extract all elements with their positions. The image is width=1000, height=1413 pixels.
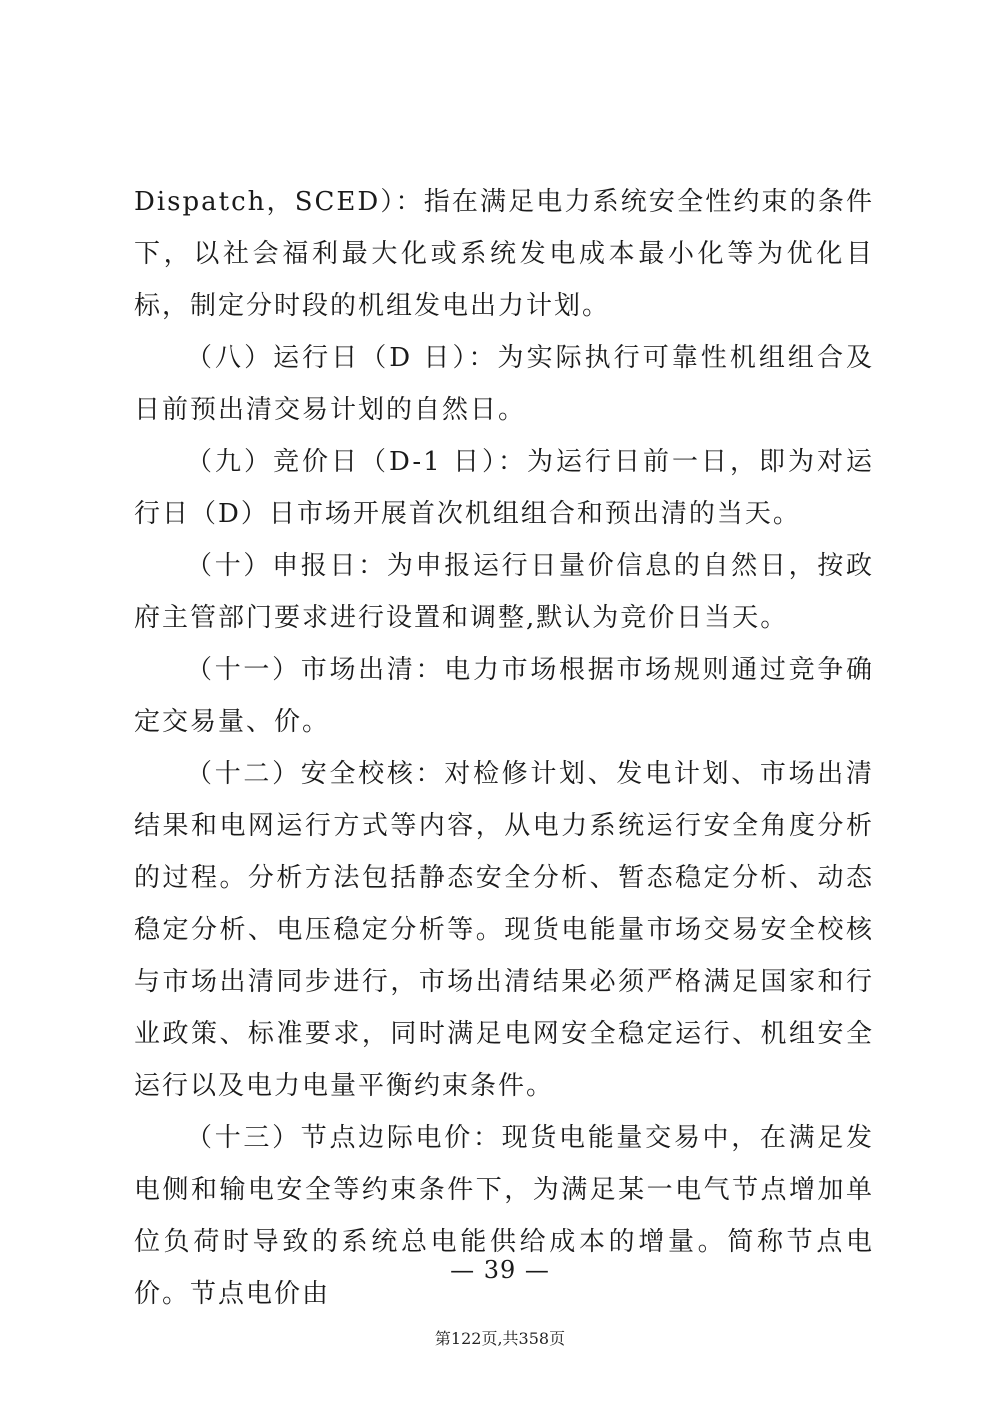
- paragraph-nodal-price: （十三）节点边际电价：现货电能量交易中，在满足发电侧和输电安全等约束条件下，为满足某一电气节点增加单位负荷时导致的系统总电能供给成本的增量。简称节点电价。节点电价由: [134, 1123, 874, 1309]
- sheet-counter: 第122页,共358页: [434, 1329, 566, 1348]
- paragraph-declaration-day: （十）申报日：为申报运行日量价信息的自然日，按政府主管部门要求进行设置和调整,默认为竞价日当天。: [134, 551, 874, 633]
- paragraph-bidding-day: （九）竞价日（D-1 日）：为运行日前一日，即为对运行日（D）日市场开展首次机组组合和预出清的当天。: [134, 447, 874, 529]
- body-text: [134, 176, 874, 1320]
- paragraph-security-check: （十二）安全校核：对检修计划、发电计划、市场出清结果和电网运行方式等内容，从电力系统运行安全角度分析的过程。分析方法包括静态安全分析、暂态稳定分析、动态稳定分析、电压稳定分析等。现货电能量市场交易安全校核与市场出清同步进行，市场出清结果必须严格满足国家和行业政策、标准要求，同时满足电网安全稳定运行、机组安全运行以及电力电量平衡约束条件。: [134, 759, 874, 1101]
- paragraph-continuation: Dispatch，SCED）：指在满足电力系统安全性约束的条件下，以社会福利最大化或系统发电成本最小化等为优化目标，制定分时段的机组发电出力计划。: [134, 187, 874, 321]
- paragraph-market-clearing: （十一）市场出清：电力市场根据市场规则通过竞争确定交易量、价。: [134, 655, 874, 737]
- page-number: — 39 —: [450, 1256, 550, 1284]
- paragraph-operating-day: （八）运行日（D 日）：为实际执行可靠性机组组合及日前预出清交易计划的自然日。: [134, 343, 874, 425]
